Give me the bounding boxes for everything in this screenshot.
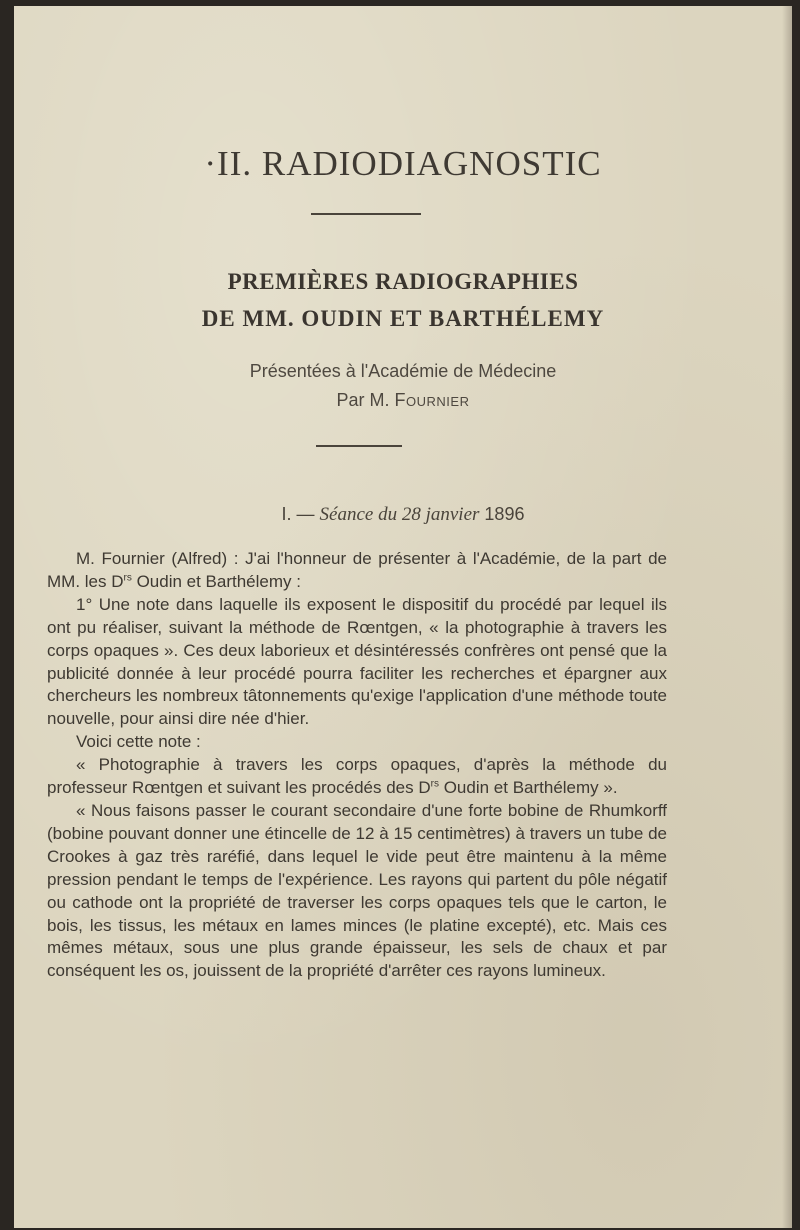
paragraph-3: Voici cette note : — [76, 732, 201, 752]
paragraph-4 — [47, 754, 667, 800]
p4-before: « Photographie à travers les corps opaques, d'après la méthode du professeur Rœntgen et suivant les procédés des D — [47, 755, 667, 798]
paragraph-5: « Nous faisons passer le courant secondaire d'une forte bobine de Rhumkorff (bobine pouvant donner une étincelle de 12 à 15 centimètres) à travers un tube de Crookes à gaz très raréfié, dans lequel le vide peut être maintenu à la même pression pendant le temps de l'expérience. Les rayons qui partent du pôle négatif ou cathode ont la propriété de traverser les corps opaques tels que le carton, le bois, les tissus, les métaux en lames minces (le platine excepté), etc. Mais ces mêmes métaux, sous une plus grande épaisseur, les sels de chaux et par conséquent les os, jouissent de la propriété d'arrêter ces rayons lumineux. — [47, 800, 667, 981]
session-number: I. — — [281, 504, 320, 524]
document-page — [14, 6, 792, 1228]
title-divider — [311, 213, 421, 215]
session-label: Séance du 28 janvier — [319, 504, 480, 525]
paragraph-2: 1° Une note dans laquelle ils exposent le dispositif du procédé par lequel ils ont pu réaliser, suivant la méthode de Rœntgen, « la photographie à travers les corps opaques ». Ces deux laborieux et désintéressés confrères ont pensé que la publicité donnée à leur procédé pourra faciliter les recherches et épargner aux chercheurs les nombreux tâtonnements qu'exige l'application d'une méthode toute nouvelle, pour ainsi dire née d'hier. — [47, 594, 667, 729]
p1-sup: rs — [123, 572, 132, 584]
heading-line-2: DE MM. OUDIN ET BARTHÉLEMY — [201, 306, 605, 331]
p1-before: M. Fournier (Alfred) : J'ai l'honneur de présenter à l'Académie, de la part de MM. les D — [47, 549, 667, 591]
presented-line: Présentées à l'Académie de Médecine — [249, 361, 557, 381]
p4-after: Oudin et Barthélemy ». — [438, 778, 618, 798]
chapter-title: ·II. RADIODIAGNOSTIC — [204, 144, 602, 183]
presenter-name: Fournier — [394, 390, 470, 410]
presented-by-prefix: Par M. — [336, 390, 395, 410]
session-year: 1896 — [479, 504, 525, 524]
heading-line-1: PREMIÈRES RADIOGRAPHIES — [227, 269, 579, 294]
page-edge-shadow — [782, 6, 792, 1228]
presented-by — [14, 390, 792, 411]
p1-after: Oudin et Barthélemy : — [131, 571, 301, 591]
p4-sup: rs — [430, 778, 439, 790]
section-divider — [316, 445, 402, 447]
body-text — [47, 548, 667, 983]
session-heading — [14, 504, 792, 526]
paragraph-1 — [47, 548, 667, 594]
